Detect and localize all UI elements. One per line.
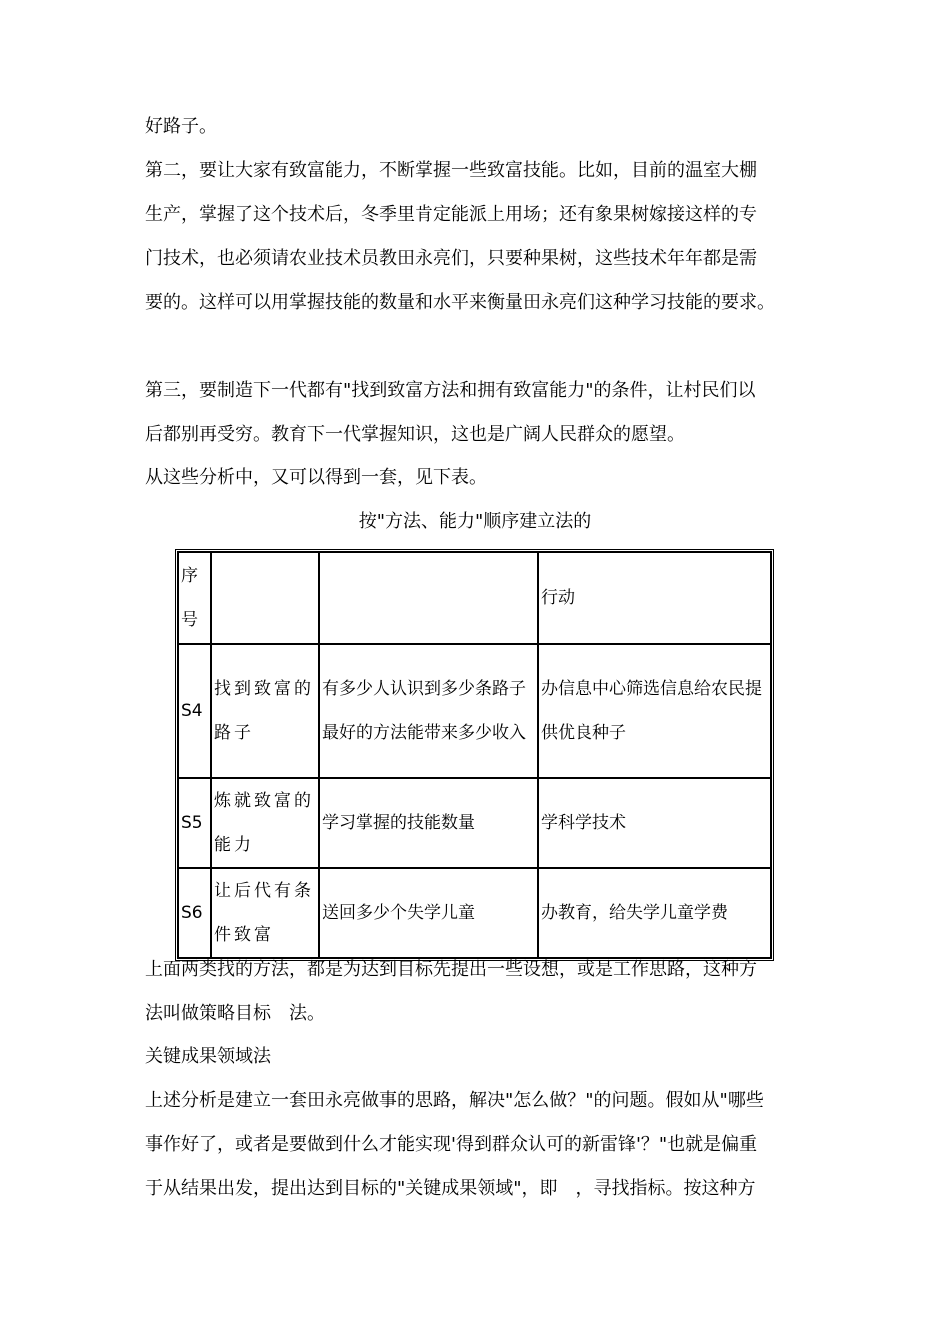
cell-index: S5	[178, 778, 211, 868]
cell-action: 学科学技术	[538, 778, 771, 868]
paragraph-line: 第三，要制造下一代都有"找到致富方法和拥有致富能力"的条件，让村民们以	[145, 380, 756, 401]
paragraph-line: 事作好了，或者是要做到什么才能实现'得到群众认可的新雷锋'？"也就是偏重	[145, 1134, 758, 1155]
cell-index: S4	[178, 644, 211, 778]
table-header-row	[178, 552, 771, 644]
paragraph-line: 要的。这样可以用掌握技能的数量和水平来衡量田永亮们这种学习技能的要求。	[145, 292, 775, 313]
cell-goal: 让后代有条件致富	[211, 868, 319, 958]
cell-measure: 送回多少个失学儿童	[319, 868, 538, 958]
table-row	[178, 778, 771, 868]
cell-goal: 炼就致富的能力	[211, 778, 319, 868]
table-caption: 按"方法、能力"顺序建立法的	[358, 511, 592, 532]
paragraph-line: 好路子。	[145, 116, 217, 137]
paragraph-line: 上述分析是建立一套田永亮做事的思路，解决"怎么做？"的问题。假如从"哪些	[145, 1090, 764, 1111]
paragraph-line: 门技术，也必须请农业技术员教田永亮们，只要种果树，这些技术年年都是需	[145, 248, 757, 269]
cell-measure: 学习掌握的技能数量	[319, 778, 538, 868]
cell-goal: 找到致富的路子	[211, 644, 319, 778]
cell-action: 办信息中心筛选信息给农民提供优良种子	[538, 644, 771, 778]
table-row	[178, 868, 771, 958]
table-row	[178, 644, 771, 778]
header-cell-goal	[211, 552, 319, 644]
paragraph-line: 第二，要让大家有致富能力，不断掌握一些致富技能。比如，目前的温室大棚	[145, 160, 757, 181]
paragraph-line: 从这些分析中，又可以得到一套，见下表。	[145, 467, 487, 488]
header-cell-action: 行动	[538, 552, 771, 644]
cell-measure: 有多少人认识到多少条路子最好的方法能带来多少收入	[319, 644, 538, 778]
header-cell-index: 序号	[178, 552, 211, 644]
section-heading: 关键成果领域法	[145, 1046, 271, 1067]
paragraph-line: 生产，掌握了这个技术后，冬季里肯定能派上用场；还有象果树嫁接这样的专	[145, 204, 757, 225]
strategy-table	[175, 549, 774, 961]
paragraph-line: 法叫做策略目标 法。	[145, 1003, 325, 1024]
paragraph-line: 上面两类找的方法，都是为达到目标先提出一些设想，或是工作思路，这种方	[145, 959, 757, 980]
cell-index: S6	[178, 868, 211, 958]
header-cell-measure	[319, 552, 538, 644]
paragraph-line: 后都别再受穷。教育下一代掌握知识，这也是广阔人民群众的愿望。	[145, 424, 685, 445]
cell-action: 办教育，给失学儿童学费	[538, 868, 771, 958]
paragraph-line: 于从结果出发，提出达到目标的"关键成果领域"，即 ，寻找指标。按这种方	[145, 1178, 756, 1199]
